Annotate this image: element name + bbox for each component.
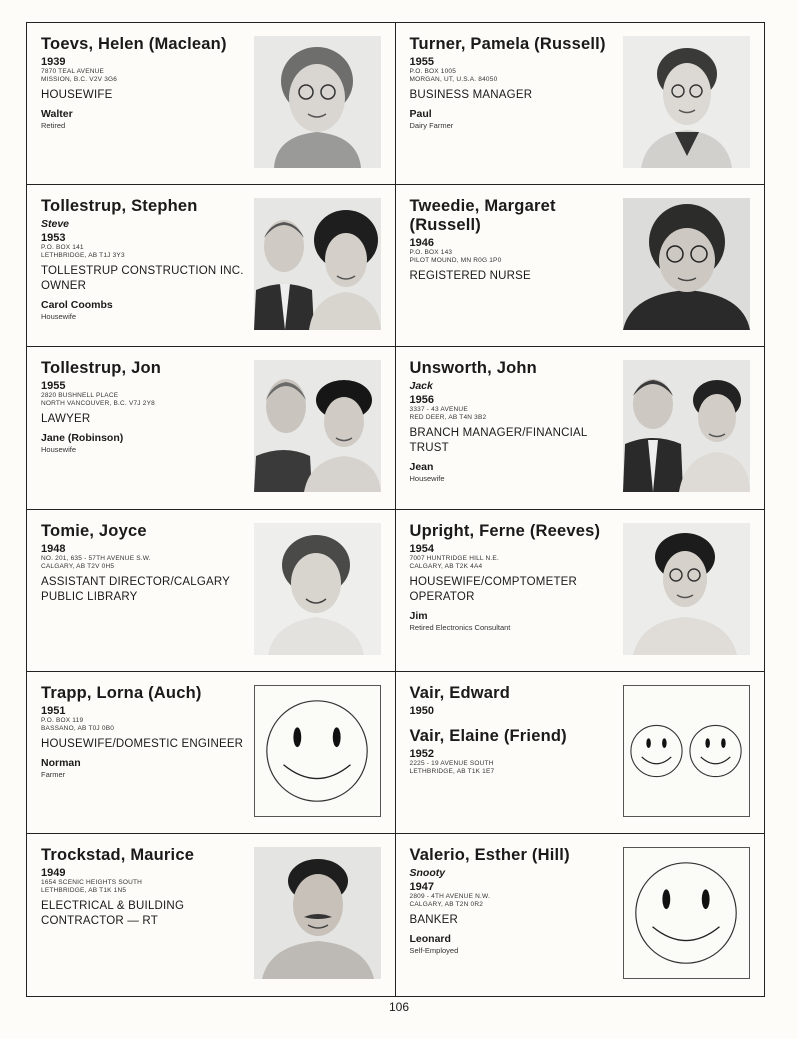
entry-trockstad-maurice [27, 834, 396, 996]
entry-occupation: BUSINESS MANAGER [409, 89, 533, 101]
portrait-photo [254, 360, 381, 492]
entry-spouse-occupation: Self-Employed [409, 945, 459, 955]
entry-year: 1939 [41, 56, 66, 68]
entry-spouse: Leonard [409, 932, 451, 945]
entry-address-line: CALGARY, AB T2N 0R2 [409, 900, 484, 908]
entry-occupation: LAWYER [41, 413, 91, 426]
portrait-photo [254, 847, 381, 979]
portrait-photo [623, 523, 750, 655]
entry-occupation: HOUSEWIFE/COMPTOMETER OPERATOR [409, 575, 578, 603]
portrait-photo [623, 198, 750, 330]
entry-upright-ferne [396, 510, 765, 672]
entry-spouse: Jane (Robinson) [41, 432, 124, 445]
entry-occupation: BRANCH MANAGER/FINANCIAL TRUST [409, 427, 588, 455]
entry-trapp-lorna [27, 672, 396, 834]
entry-address-line: NO. 201, 635 - 57TH AVENUE S.W. [41, 554, 151, 562]
entry-year: 1955 [41, 380, 66, 393]
entry-address-line: LETHBRIDGE, AB T1K 1E7 [409, 767, 495, 775]
entry-address-line: P.O. BOX 141 [41, 244, 84, 252]
directory-grid [26, 22, 765, 997]
entry-address-line: LETHBRIDGE, AB T1K 1N5 [41, 886, 127, 894]
entry-spouse: Jean [409, 461, 434, 474]
entry-year: 1951 [41, 704, 66, 717]
entry-tomie-joyce [27, 510, 396, 672]
entry-name: Upright, Ferne (Reeves) [409, 521, 601, 540]
entry-address-line: 1654 SCENIC HEIGHTS SOUTH [41, 878, 143, 886]
portrait-photo [623, 360, 750, 492]
entry-address-line: P.O. BOX 119 [41, 716, 84, 724]
entry-spouse-occupation: Housewife [41, 445, 77, 455]
entry-year: 1947 [409, 880, 434, 893]
two-smiley-faces-icon [623, 685, 750, 817]
entry-spouse-occupation: Housewife [41, 312, 77, 322]
entry-name: Turner, Pamela (Russell) [409, 35, 606, 53]
entry-address-line: 3337 - 43 AVENUE [409, 406, 468, 414]
entry-tweedie-margaret [396, 185, 765, 347]
entry-name: Vair, Elaine (Friend) [409, 726, 567, 745]
entry-year: 1955 [409, 56, 434, 68]
page-number: 106 [388, 1000, 410, 1014]
entry-address-line: 2809 - 4TH AVENUE N.W. [409, 892, 490, 900]
entry-occupation: HOUSEWIFE/DOMESTIC ENGINEER [41, 737, 244, 750]
entry-spouse: Jim [409, 609, 428, 622]
entry-occupation: ASSISTANT DIRECTOR/CALGARY PUBLIC LIBRARY [41, 575, 230, 603]
entry-year: 1948 [41, 542, 66, 555]
smiley-face-icon [623, 847, 750, 979]
entry-spouse: Paul [409, 108, 432, 120]
entry-spouse: Carol Coombs [41, 299, 113, 312]
entry-address-line: PILOT MOUND, MN R0G 1P0 [409, 257, 502, 265]
entry-name: Tweedie, Margaret (Russell) [409, 197, 556, 235]
entry-spouse: Norman [41, 756, 81, 769]
entry-address-line: BASSANO, AB T0J 0B0 [41, 724, 115, 732]
entry-spouse-occupation: Dairy Farmer [409, 121, 454, 130]
entry-year: 1956 [409, 394, 434, 407]
entry-tollestrup-jon [27, 347, 396, 509]
entry-spouse-occupation: Retired Electronics Consultant [409, 622, 511, 632]
entry-nickname: Steve [41, 218, 70, 231]
entry-year: 1952 [409, 747, 434, 760]
portrait-photo [254, 36, 381, 168]
entry-tollestrup-stephen [27, 185, 396, 347]
entry-address-line: P.O. BOX 143 [409, 249, 453, 257]
entry-address-line: MORGAN, UT, U.S.A. 84050 [409, 76, 498, 83]
portrait-photo [623, 36, 750, 168]
entry-name: Tollestrup, Stephen [41, 197, 198, 216]
smiley-face-icon [254, 685, 381, 817]
entry-address-line: LETHBRIDGE, AB T1J 3Y3 [41, 252, 125, 260]
entry-turner-pamela [396, 23, 765, 185]
entry-year: 1953 [41, 232, 66, 245]
entry-address-line: MISSION, B.C. V2V 3G6 [41, 76, 118, 83]
entry-address-line: 2225 - 19 AVENUE SOUTH [409, 759, 494, 767]
entry-name: Toevs, Helen (Maclean) [41, 35, 227, 53]
entry-name: Tollestrup, Jon [41, 359, 162, 378]
entry-spouse-occupation: Farmer [41, 769, 66, 779]
entry-nickname: Snooty [409, 866, 446, 879]
entry-address-line: 7007 HUNTRIDGE HILL N.E. [409, 554, 499, 562]
entry-vair-edward-elaine [396, 672, 765, 834]
entry-address-line: CALGARY, AB T2V 0H5 [41, 562, 115, 570]
entry-year: 1946 [409, 237, 434, 250]
entry-address-line: CALGARY, AB T2K 4A4 [409, 562, 483, 570]
entry-spouse-occupation: Housewife [409, 474, 445, 484]
entry-address-line: 2820 BUSHNELL PLACE [41, 392, 119, 400]
entry-name: Trapp, Lorna (Auch) [41, 683, 202, 702]
entry-name: Tomie, Joyce [41, 521, 147, 540]
entry-toevs-helen [27, 23, 396, 185]
entry-occupation: REGISTERED NURSE [409, 270, 531, 283]
entry-name: Vair, Edward [409, 683, 511, 702]
entry-occupation: BANKER [409, 913, 458, 926]
portrait-photo [254, 198, 381, 330]
entry-name: Unsworth, John [409, 359, 537, 378]
entry-nickname: Jack [409, 380, 433, 393]
portrait-photo [254, 523, 381, 655]
entry-spouse: Walter [41, 108, 73, 120]
entry-spouse-occupation: Retired [41, 121, 66, 130]
entry-unsworth-john [396, 347, 765, 509]
entry-name: Valerio, Esther (Hill) [409, 845, 570, 864]
entry-address-line: 7870 TEAL AVENUE [41, 68, 105, 75]
entry-occupation: HOUSEWIFE [41, 89, 113, 101]
entry-year: 1950 [409, 704, 434, 717]
entry-occupation: TOLLESTRUP CONSTRUCTION INC. OWNER [41, 265, 244, 293]
entry-year: 1954 [409, 542, 434, 555]
entry-name: Trockstad, Maurice [41, 845, 195, 864]
entry-valerio-esther [396, 834, 765, 996]
entry-occupation: ELECTRICAL & BUILDING CONTRACTOR — RT [41, 899, 185, 927]
entry-address-line: P.O. BOX 1005 [409, 68, 457, 75]
entry-year: 1949 [41, 866, 66, 879]
entry-address-line: RED DEER, AB T4N 3B2 [409, 414, 487, 422]
entry-address-line: NORTH VANCOUVER, B.C. V7J 2Y8 [41, 400, 155, 408]
